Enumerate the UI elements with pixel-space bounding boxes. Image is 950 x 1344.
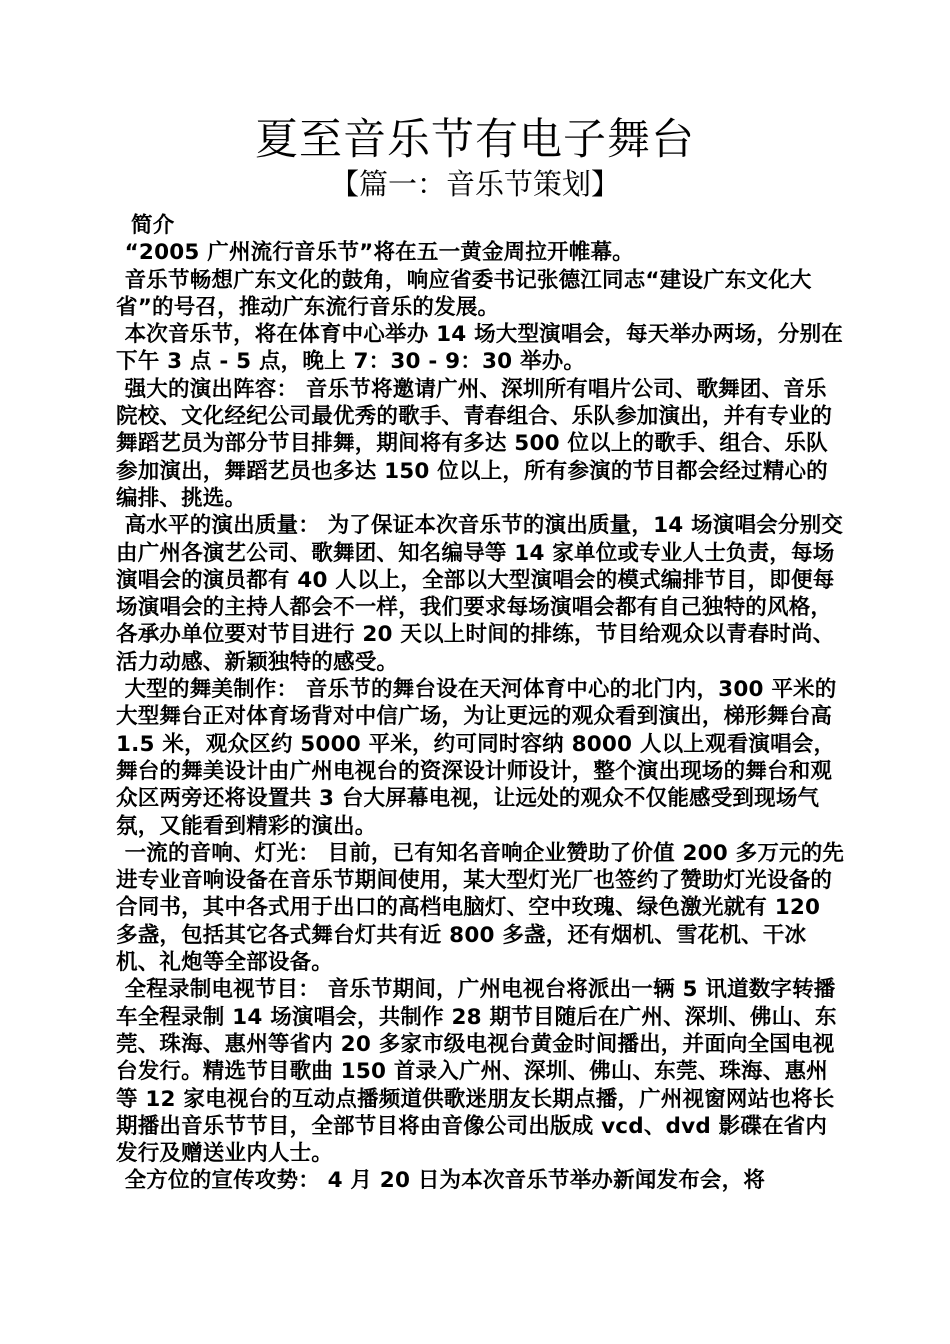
paragraph: “2005 广州流行音乐节”将在五一黄金周拉开帷幕。 xyxy=(124,240,634,266)
document-title: 夏至音乐节有电子舞台 xyxy=(255,115,695,165)
paragraph: 一流的音响、灯光： 目前，已有知名音响企业赞助了价值 200 多万元的先进专业音响设备在音乐节期间使用，某大型灯光厂也签约了赞助灯光设备的合同书，其中各式用于出口的高档电脑灯、空中玫瑰、绿色激光就有 120 多盏，包括其它各式舞台灯共有近 800 多盏，还有烟机、雪花机、干冰机、礼炮等全部设备。 xyxy=(116,840,845,976)
paragraph: 音乐节畅想广东文化的鼓角，响应省委书记张德江同志“建设广东文化大省”的号召，推动广东流行音乐的发展。 xyxy=(116,267,812,320)
section-heading: 简介 xyxy=(131,213,175,238)
paragraph: 全程录制电视节目： 音乐节期间，广州电视台将派出一辆 5 讯道数字转播车全程录制 14 场演唱会，共制作 28 期节目随后在广州、深圳、佛山、东莞、珠海、惠州等省内 20 多家市级电视台黄金时间播出，并面向全国电视台发行。精选节目歌曲 150 首录入广州、深圳、佛山、东莞、珠海、惠州等 12 家电视台的互动点播频道供歌迷朋友长期点播，广州视窗网站也将长期播出音乐节节目，全部节目将由音像公司出版成 vcd、dvd 影碟在省内发行及赠送业内人士。 xyxy=(116,977,837,1167)
document-body xyxy=(116,212,846,1195)
paragraph: 全方位的宣传攻势： 4 月 20 日为本次音乐节举办新闻发布会，将 xyxy=(124,1168,766,1194)
paragraph: 大型的舞美制作： 音乐节的舞台设在天河体育中心的北门内，300 平米的大型舞台正对体育场背对中信广场，为让更远的观众看到演出，梯形舞台高 1.5 米，观众区约 5000 平米，约可同时容纳 8000 人以上观看演唱会，舞台的舞美设计由广州电视台的资深设计师设计，整个演出现场的舞台和观众区两旁还将设置共 3 台大屏幕电视，让远处的观众不仅能感受到现场气氛，又能看到精彩的演出。 xyxy=(116,677,837,839)
document-subtitle: 【篇一：音乐节策划】 xyxy=(329,167,620,201)
paragraph: 本次音乐节，将在体育中心举办 14 场大型演唱会，每天举办两场，分别在下午 3 点 - 5 点，晚上 7：30 - 9：30 举办。 xyxy=(116,322,843,375)
paragraph: 强大的演出阵容： 音乐节将邀请广州、深圳所有唱片公司、歌舞团、音乐院校、文化经纪公司最优秀的歌手、青春组合、乐队参加演出，并有专业的舞蹈艺员为部分节目排舞，期间将有多达 500 位以上的歌手、组合、乐队参加演出，舞蹈艺员也多达 150 位以上，所有参演的节目都会经过精心的编排、挑选。 xyxy=(116,376,833,511)
paragraph: 高水平的演出质量： 为了保证本次音乐节的演出质量，14 场演唱会分别交由广州各演艺公司、歌舞团、知名编导等 14 家单位或专业人士负责，每场演唱会的演员都有 40 人以上，全部以大型演唱会的模式编排节目，即便每场演唱会的主持人都会不一样，我们要求每场演唱会都有自己独特的风格，各承办单位要对节目进行 20 天以上时间的排练，节目给观众以青春时尚、活力动感、新颖独特的感受。 xyxy=(116,513,843,675)
